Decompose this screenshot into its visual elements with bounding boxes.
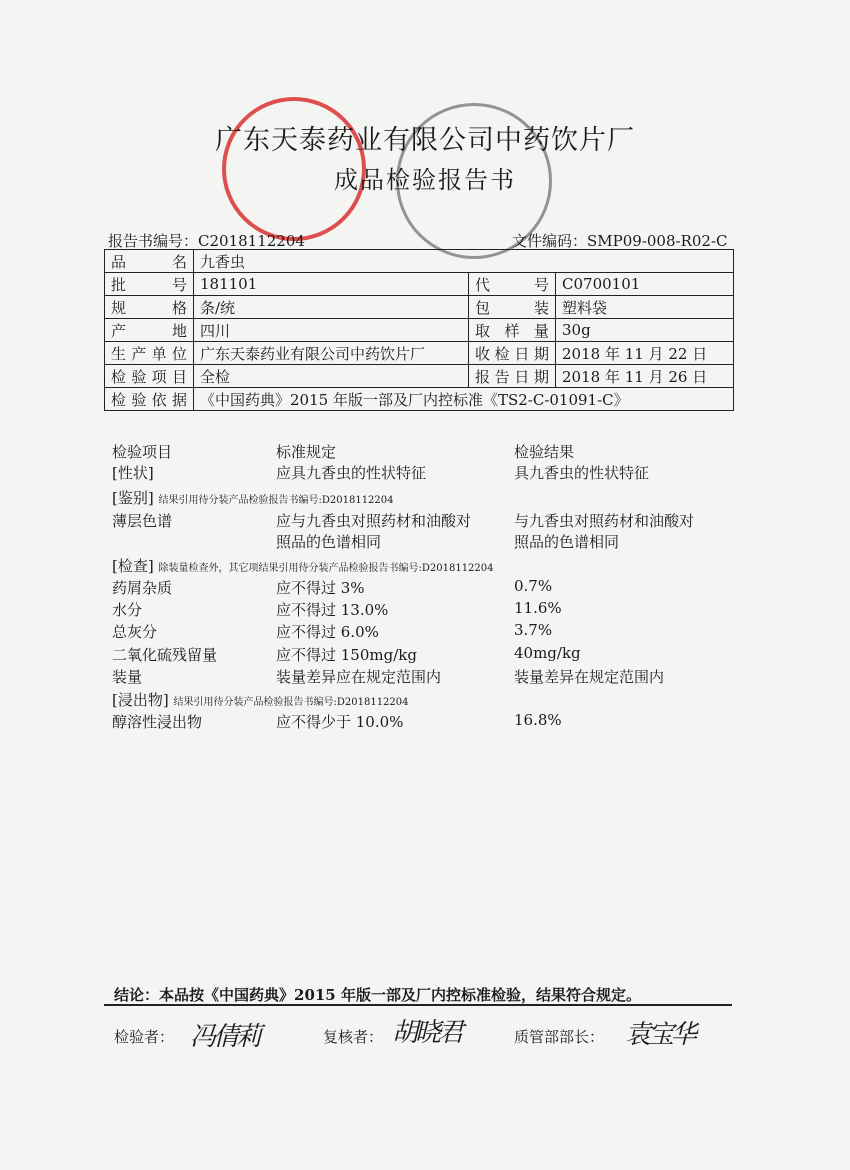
spec-label: 规 格	[105, 296, 194, 319]
code-value: C0700101	[556, 273, 734, 296]
so2-result: 40mg/kg	[514, 644, 581, 662]
reviewer-label: 复核者：	[323, 1028, 384, 1046]
impurity-label: 药屑杂质	[112, 579, 173, 597]
table-row	[105, 365, 734, 388]
manager-signature: 袁宝华	[625, 1020, 695, 1050]
table-row	[105, 388, 734, 411]
tlc-label: 薄层色谱	[112, 512, 173, 530]
spec-value: 条/统	[194, 296, 469, 319]
table-row	[105, 342, 734, 365]
item-label: 检验项目	[105, 365, 194, 388]
company-title: 广东天泰药业有限公司中药饮片厂	[215, 125, 635, 156]
producer-value: 广东天泰药业有限公司中药饮片厂	[194, 342, 469, 365]
tlc-result-line2: 照品的色谱相同	[514, 533, 620, 551]
name-label: 品 名	[105, 250, 194, 273]
receive-date-label: 收检日期	[469, 342, 556, 365]
impurity-result: 0.7%	[514, 577, 553, 595]
identify-label: [鉴别]	[112, 489, 154, 507]
extract-label: [浸出物]	[112, 691, 169, 709]
batch-value: 181101	[194, 273, 469, 296]
report-title: 成品检验报告书	[334, 166, 516, 194]
impurity-standard: 应不得过 3%	[276, 579, 365, 597]
sample-value: 30g	[556, 319, 734, 342]
alcohol-standard: 应不得少于 10.0%	[276, 713, 404, 731]
so2-label: 二氧化硫残留量	[112, 646, 218, 664]
table-row	[105, 319, 734, 342]
name-value: 九香虫	[194, 250, 734, 273]
pack-label: 包 装	[469, 296, 556, 319]
table-row	[105, 250, 734, 273]
alcohol-label: 醇溶性浸出物	[112, 713, 203, 731]
file-code: 文件编码：SMP09-008-R02-C	[512, 232, 728, 250]
character-result: 具九香虫的性状特征	[514, 464, 650, 482]
batch-label: 批 号	[105, 273, 194, 296]
manager-label: 质管部部长：	[514, 1028, 605, 1046]
load-label: 装量	[112, 668, 143, 686]
col-standard-header: 标准规定	[276, 443, 337, 461]
conclusion-rule	[104, 1004, 732, 1006]
check-note: 除装量检查外，其它项结果引用待分装产品检验报告书编号:D2018112204	[158, 563, 494, 574]
code-label: 代 号	[469, 273, 556, 296]
extract-section	[112, 689, 409, 710]
water-label: 水分	[112, 601, 143, 619]
producer-label: 生产单位	[105, 342, 194, 365]
character-standard: 应具九香虫的性状特征	[276, 464, 427, 482]
identify-note: 结果引用待分装产品检验报告书编号:D2018112204	[158, 495, 394, 506]
sample-label: 取 样 量	[469, 319, 556, 342]
receive-date-value: 2018 年 11 月 22 日	[556, 342, 734, 365]
report-number: 报告书编号：C2018112204	[108, 232, 305, 250]
extract-note: 结果引用待分装产品检验报告书编号:D2018112204	[173, 697, 409, 708]
ash-standard: 应不得过 6.0%	[276, 623, 379, 641]
tlc-standard-line2: 照品的色谱相同	[276, 533, 382, 551]
alcohol-result: 16.8%	[514, 711, 562, 729]
water-standard: 应不得过 13.0%	[276, 601, 389, 619]
origin-label: 产 地	[105, 319, 194, 342]
table-row	[105, 296, 734, 319]
reviewer-signature: 胡晓君	[392, 1018, 462, 1048]
report-date-value: 2018 年 11 月 26 日	[556, 365, 734, 388]
item-value: 全检	[194, 365, 469, 388]
character-label: [性状]	[112, 464, 154, 482]
table-row	[105, 273, 734, 296]
check-label: [检查]	[112, 557, 154, 575]
water-result: 11.6%	[514, 599, 562, 617]
pack-value: 塑料袋	[556, 296, 734, 319]
identify-section	[112, 487, 394, 508]
col-result-header: 检验结果	[514, 443, 575, 461]
inspector-label: 检验者：	[114, 1028, 175, 1046]
report-date-label: 报告日期	[469, 365, 556, 388]
inspector-signature: 冯倩莉	[190, 1022, 260, 1052]
load-result: 装量差异在规定范围内	[514, 668, 665, 686]
origin-value: 四川	[194, 319, 469, 342]
tlc-result-line1: 与九香虫对照药材和油酸对	[514, 512, 695, 530]
conclusion: 结论：本品按《中国药典》2015 年版一部及厂内控标准检验，结果符合规定。	[114, 986, 641, 1004]
so2-standard: 应不得过 150mg/kg	[276, 646, 417, 664]
tlc-standard-line1: 应与九香虫对照药材和油酸对	[276, 512, 472, 530]
info-table	[104, 249, 734, 411]
ash-result: 3.7%	[514, 621, 553, 639]
basis-value: 《中国药典》2015 年版一部及厂内控标准《TS2-C-01091-C》	[194, 388, 734, 411]
col-item-header: 检验项目	[112, 443, 173, 461]
check-section	[112, 555, 494, 576]
ash-label: 总灰分	[112, 623, 158, 641]
basis-label: 检验依据	[105, 388, 194, 411]
load-standard: 装量差异应在规定范围内	[276, 668, 442, 686]
